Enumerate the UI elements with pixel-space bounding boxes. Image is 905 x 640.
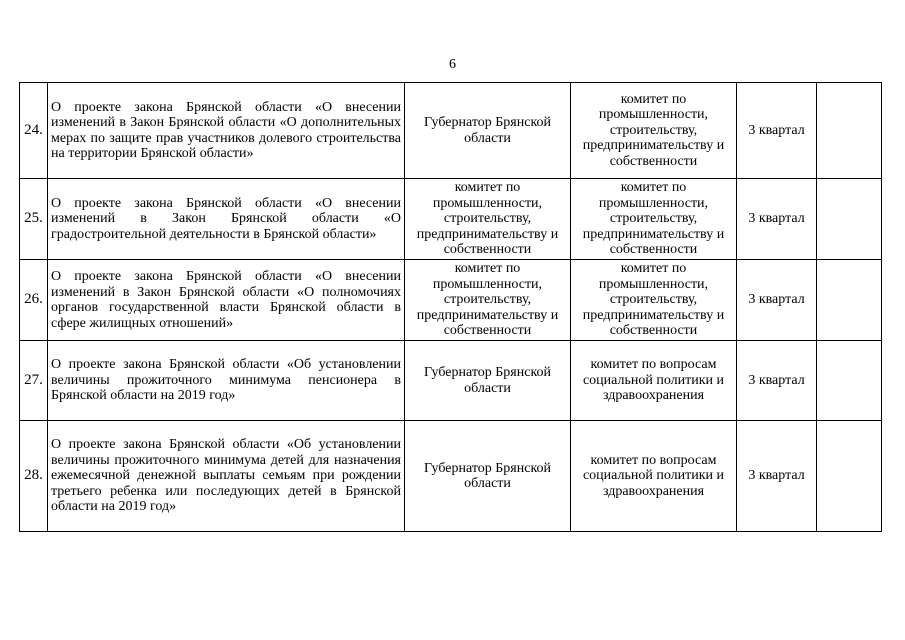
row-number: 26. — [20, 260, 48, 341]
term-cell: 3 квартал — [737, 341, 817, 421]
table-row — [20, 179, 882, 260]
responsible-committee-cell: комитет по промышленности, строительству, предпринимательству и собственности — [571, 260, 737, 341]
table-row — [20, 341, 882, 421]
initiator-cell: Губернатор Брянской области — [405, 421, 571, 532]
term-cell: 3 квартал — [737, 179, 817, 260]
page-number: 6 — [449, 57, 456, 72]
initiator-cell: Губернатор Брянской области — [405, 341, 571, 421]
note-cell — [817, 179, 882, 260]
note-cell — [817, 260, 882, 341]
bill-title: О проекте закона Брянской области «О внесении изменений в Закон Брянской области «О градостроительной деятельности в Брянской области» — [48, 179, 405, 260]
responsible-committee-cell: комитет по вопросам социальной политики и здравоохранения — [571, 341, 737, 421]
note-cell — [817, 83, 882, 179]
row-number: 25. — [20, 179, 48, 260]
row-number: 28. — [20, 421, 48, 532]
bill-title: О проекте закона Брянской области «Об установлении величины прожиточного минимума детей для назначения ежемесячной денежной выплаты семьям при рождении третьего ребенка или последующих детей в Брянской области на 2019 год» — [48, 421, 405, 532]
table-row — [20, 421, 882, 532]
term-cell: 3 квартал — [737, 83, 817, 179]
bill-title: О проекте закона Брянской области «О внесении изменений в Закон Брянской области «О полномочиях органов государственной власти Брянской области в сфере жилищных отношений» — [48, 260, 405, 341]
bill-title: О проекте закона Брянской области «Об установлении величины прожиточного минимума пенсионера в Брянской области на 2019 год» — [48, 341, 405, 421]
responsible-committee-cell: комитет по промышленности, строительству, предпринимательству и собственности — [571, 179, 737, 260]
term-cell: 3 квартал — [737, 421, 817, 532]
responsible-committee-cell: комитет по промышленности, строительству, предпринимательству и собственности — [571, 83, 737, 179]
row-number: 24. — [20, 83, 48, 179]
row-number: 27. — [20, 341, 48, 421]
initiator-cell: комитет по промышленности, строительству, предпринимательству и собственности — [405, 260, 571, 341]
responsible-committee-cell: комитет по вопросам социальной политики и здравоохранения — [571, 421, 737, 532]
table-row — [20, 260, 882, 341]
term-cell: 3 квартал — [737, 260, 817, 341]
note-cell — [817, 421, 882, 532]
bill-title: О проекте закона Брянской области «О внесении изменений в Закон Брянской области «О дополнительных мерах по защите прав участников долевого строительства на территории Брянской области» — [48, 83, 405, 179]
initiator-cell: Губернатор Брянской области — [405, 83, 571, 179]
initiator-cell: комитет по промышленности, строительству, предпринимательству и собственности — [405, 179, 571, 260]
table-row — [20, 83, 882, 179]
note-cell — [817, 341, 882, 421]
plan-table — [19, 82, 882, 532]
